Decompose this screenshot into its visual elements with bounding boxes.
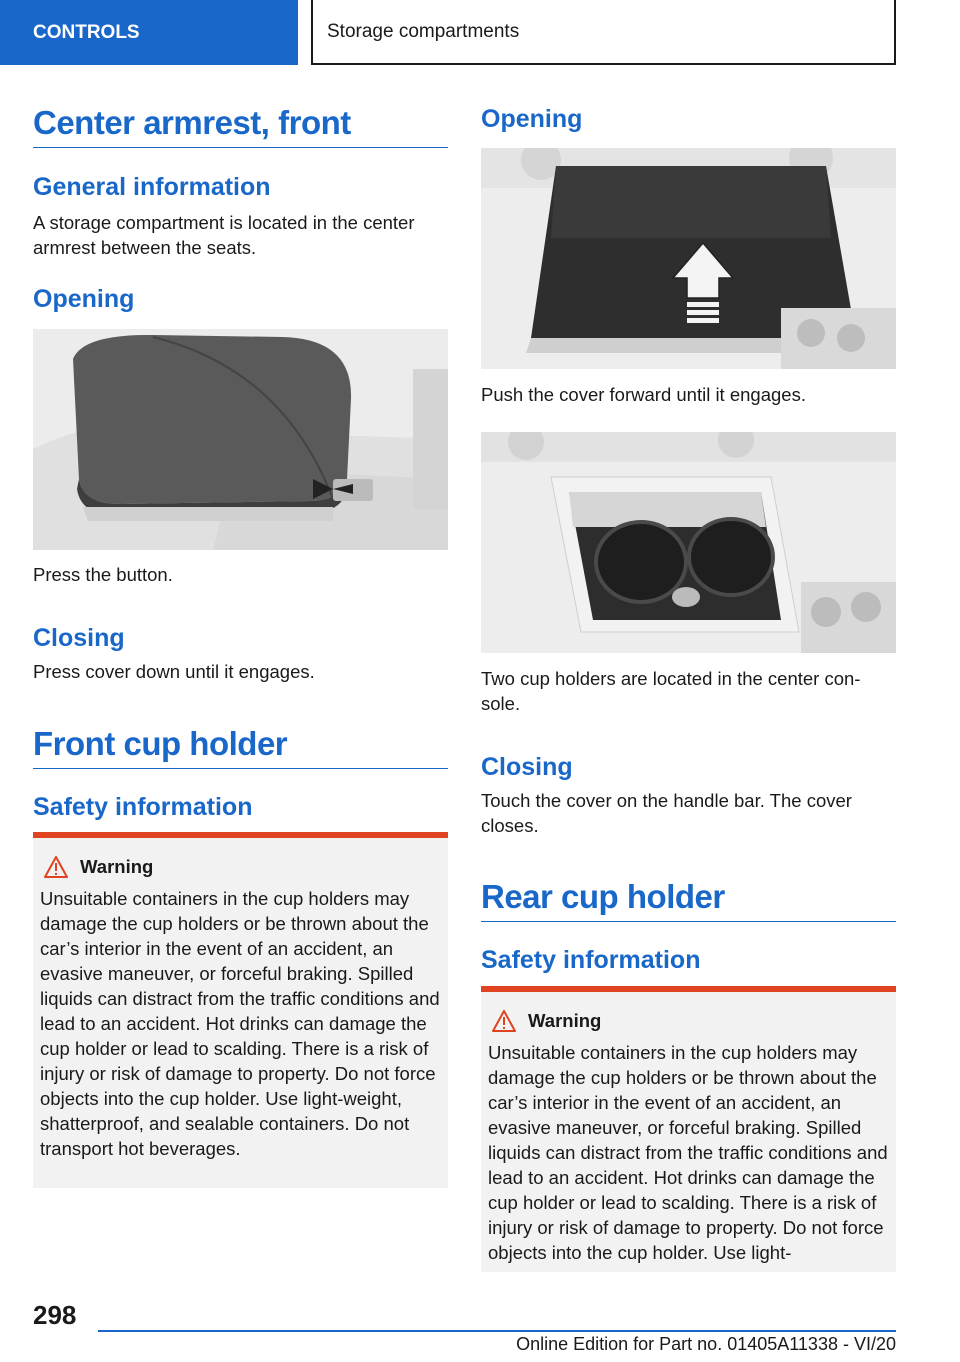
armrest-image xyxy=(33,329,448,550)
heading-rear-cup-holder: Rear cup holder xyxy=(481,880,896,922)
paragraph-two-cup-holders: Two cup holders are located in the center con-sole. xyxy=(481,668,861,714)
heading-safety-information-rear: Safety information xyxy=(481,946,701,974)
chapter-label: CONTROLS xyxy=(33,21,140,43)
paragraph-push-cover: Push the cover forward until it engages. xyxy=(481,384,806,405)
heading-general-information: General information xyxy=(33,173,271,201)
heading-safety-information-front: Safety information xyxy=(33,793,253,821)
warning-text: Unsuitable containers in the cup holders may damage the cup holders or be thrown about the car’s interior in the event of an accident, an evasive maneuver, or forceful braking. Spilled liquids can distract from the traffic conditions and lead to an accident. Hot drinks can damage the cup holder or lead to scalding. There is a risk of injury or risk of damage to property. Do not force objects into the cup holder. Use light- xyxy=(488,1042,888,1263)
heading-front-cup-holder: Front cup holder xyxy=(33,727,448,769)
page-number: 298 xyxy=(33,1300,77,1330)
warning-header xyxy=(44,856,440,878)
section-header xyxy=(311,0,896,65)
warning-triangle-icon xyxy=(44,856,68,878)
heading-opening-cup-holder: Opening xyxy=(481,105,583,133)
warning-box-front xyxy=(33,832,448,1188)
paragraph-closing-cup-holder: Touch the cover on the handle bar. The cover closes. xyxy=(481,790,852,836)
paragraph-press-button: Press the button. xyxy=(33,564,173,585)
warning-text: Unsuitable containers in the cup holders may damage the cup holders or be thrown about the car’s interior in the event of an accident, an evasive maneuver, or forceful braking. Spilled liquids can distract from the traffic conditions and lead to an accident. Hot drinks can damage the cup holder or lead to scalding. There is a risk of injury or risk of damage to property. Do not force objects into the cup holder. Use light-weight, shatterproof, and sealable containers. Do not transport hot beverages. xyxy=(40,888,440,1159)
heading-closing-armrest: Closing xyxy=(33,624,125,652)
chapter-tab[interactable] xyxy=(0,0,298,65)
cup-cover-illustration xyxy=(481,148,896,369)
warning-label: Warning xyxy=(80,856,154,877)
heading-opening-armrest: Opening xyxy=(33,285,135,313)
paragraph-closing-armrest: Press cover down until it engages. xyxy=(33,661,315,682)
cup-holders-image xyxy=(481,432,896,653)
section-title: Storage compartments xyxy=(327,20,520,42)
footer-edition: Online Edition for Part no. 01405A11338 - VI/20 xyxy=(98,1330,896,1355)
warning-triangle-icon xyxy=(492,1010,516,1032)
cup-holders-illustration xyxy=(481,432,896,653)
armrest-illustration xyxy=(33,329,448,550)
heading-center-armrest: Center armrest, front xyxy=(33,106,448,148)
warning-header xyxy=(492,1010,888,1032)
cup-cover-image xyxy=(481,148,896,369)
warning-label: Warning xyxy=(528,1010,602,1031)
warning-box-rear xyxy=(481,986,896,1272)
paragraph-general: A storage compartment is located in the center armrest between the seats. xyxy=(33,212,415,258)
heading-closing-cup-holder: Closing xyxy=(481,753,573,781)
